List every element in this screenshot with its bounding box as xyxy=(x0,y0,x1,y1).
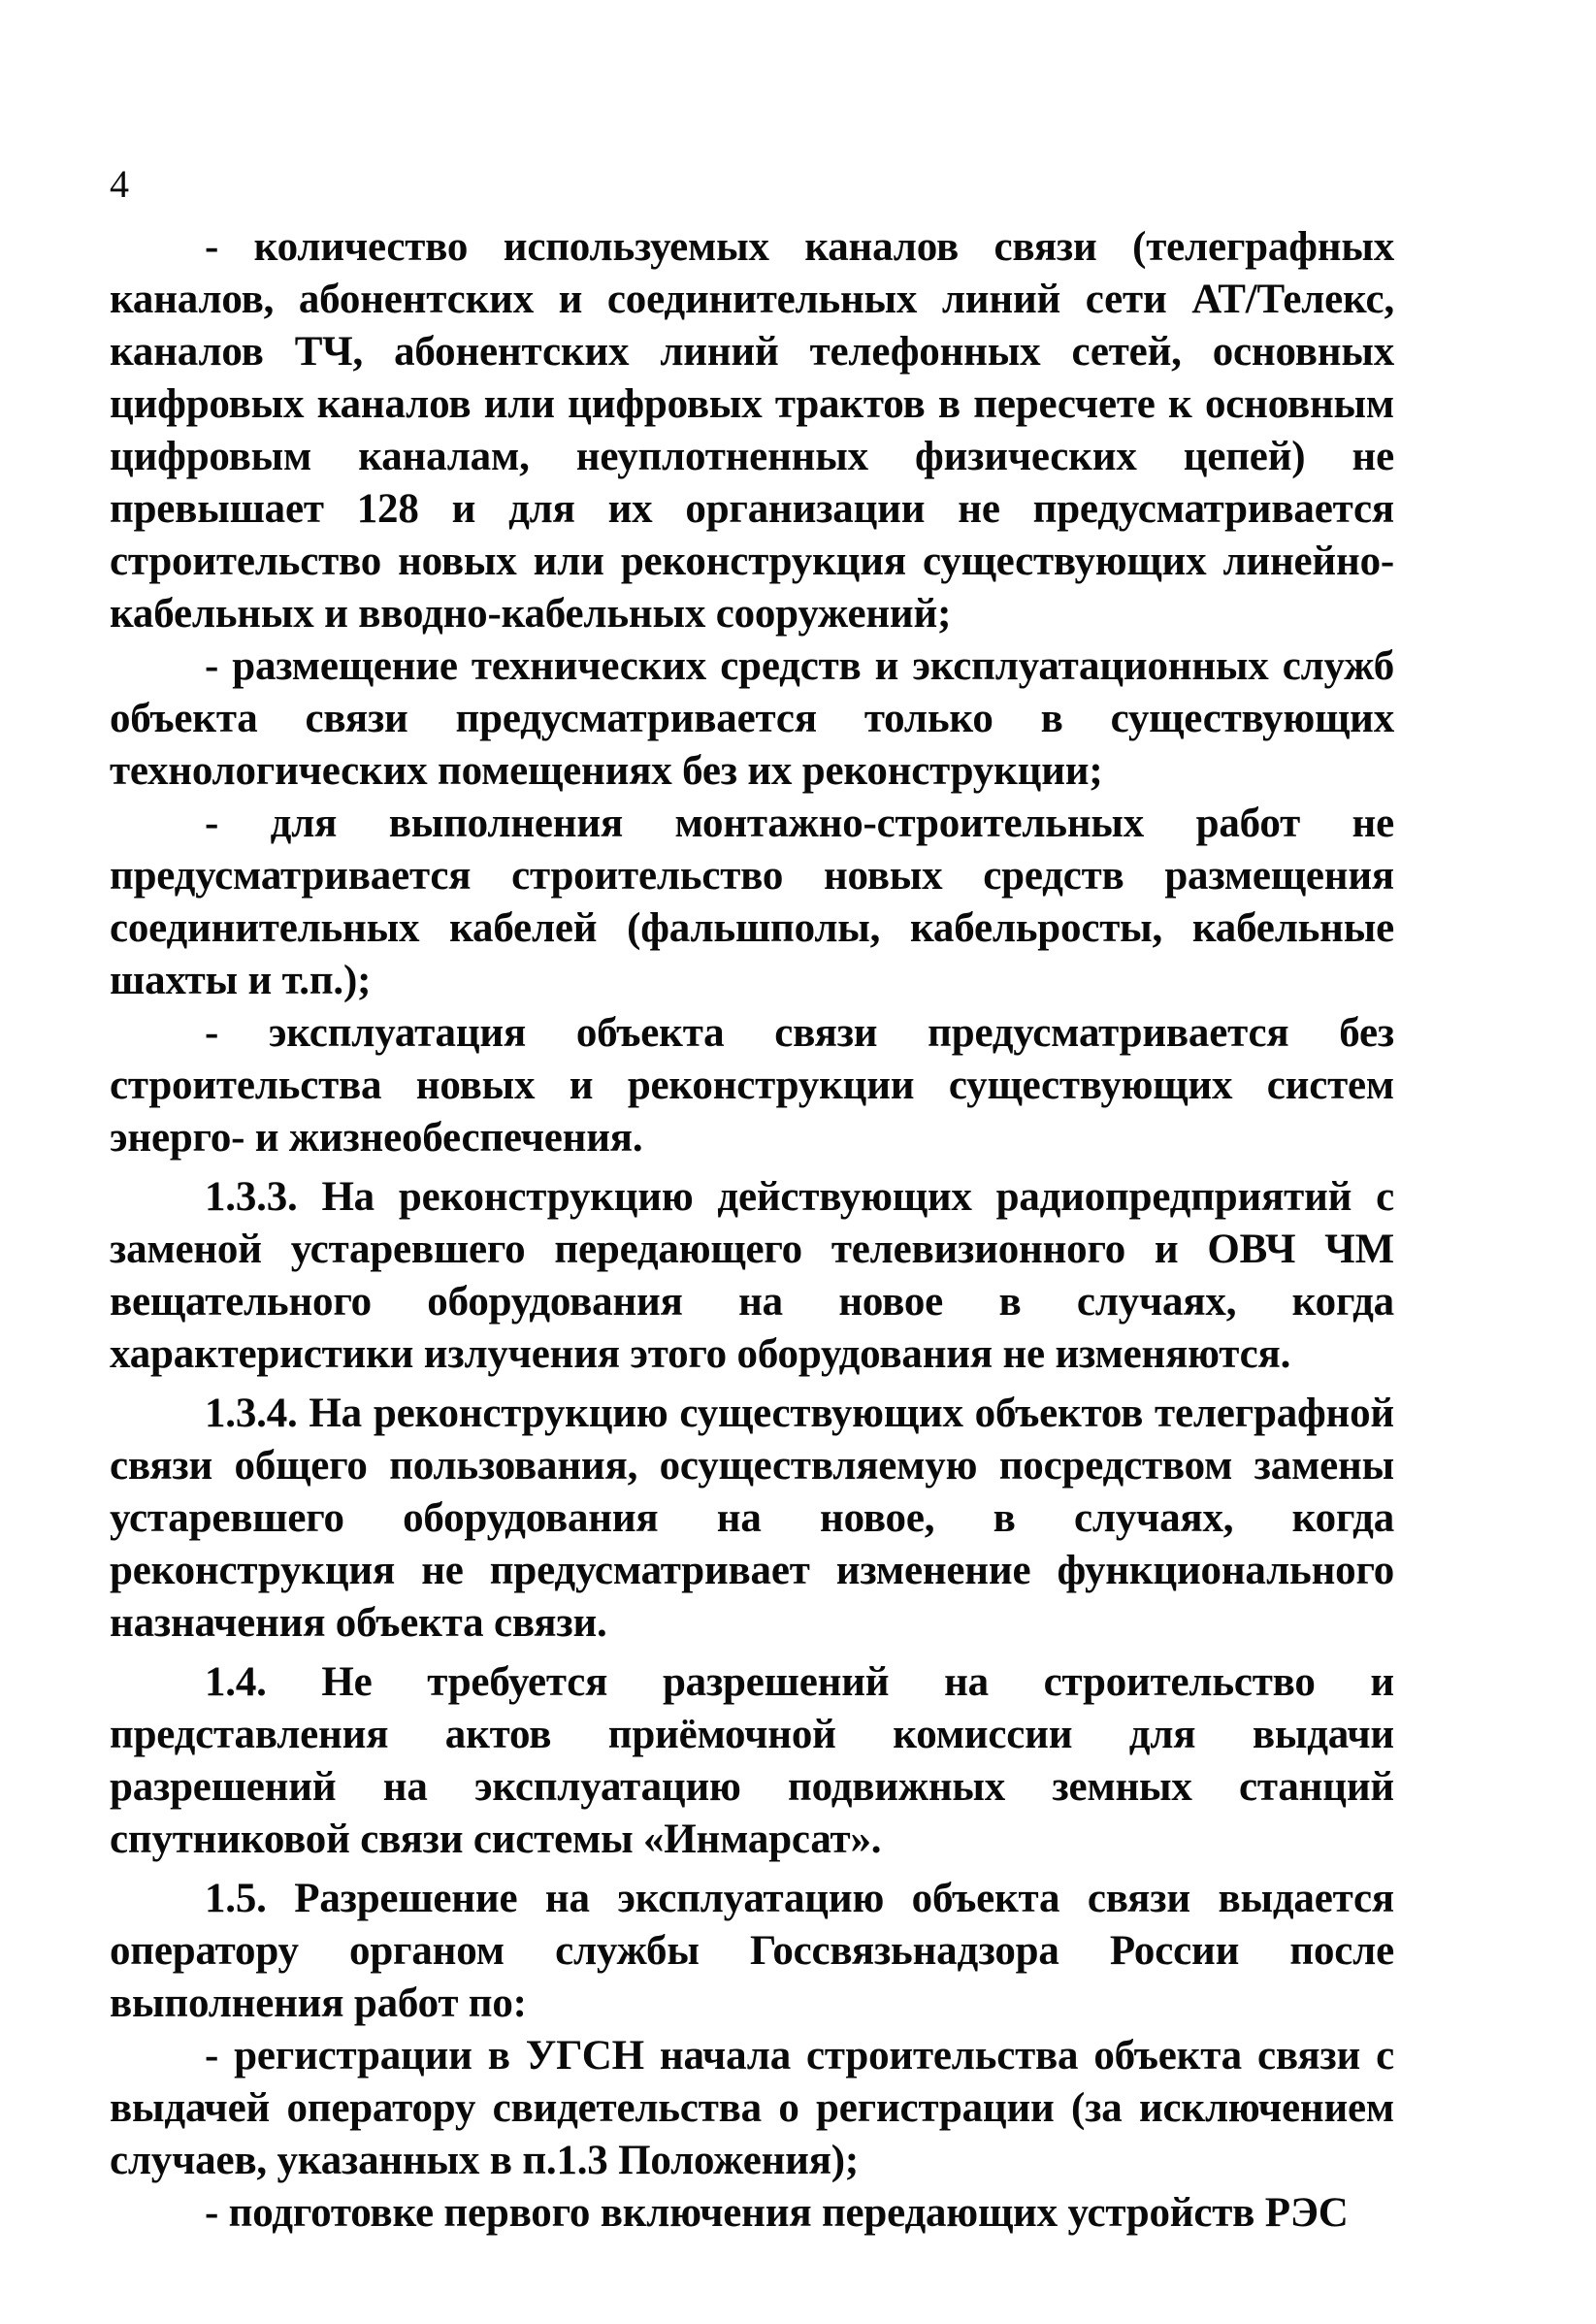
paragraph-technical-premises: - размещение технических средств и эксплуатационных служб объекта связи предусматривается только в существующих технологических помещениях без их реконструкции; xyxy=(110,643,1394,794)
paragraph-registration: - регистрации в УГСН начала строительства объекта связи с выдачей оператору свидетельства о регистрации (за исключением случаев, указанных в п.1.3 Положения); xyxy=(110,2033,1394,2183)
paragraph-channels-count: - количество используемых каналов связи (телеграфных каналов, абонентских и соединительных линий сети АТ/Телекс, каналов ТЧ, абонентских линий телефонных сетей, основных цифровых каналов или цифровых трактов в пересчете к основным цифровым каналам, неуплотненных физических цепей) не превышает 128 и для их организации не предусматривается строительство новых или реконструкция существующих линейно- кабельных и вводно-кабельных сооружений; xyxy=(110,224,1394,637)
paragraph-energy-systems: - эксплуатация объекта связи предусматривается без строительства новых и реконструкции существующих систем энерго- и жизнеобеспечения. xyxy=(110,1010,1394,1161)
paragraph-1-4: 1.4. Не требуется разрешений на строительство и представления актов приёмочной комиссии для выдачи разрешений на эксплуатацию подвижных земных станций спутниковой связи системы «Инмарсат». xyxy=(110,1659,1394,1862)
body-text xyxy=(110,221,1394,2240)
paragraph-1-5: 1.5. Разрешение на эксплуатацию объекта связи выдается оператору органом службы Госсвязьнадзора России после выполнения работ по: xyxy=(110,1876,1394,2026)
paragraph-installation-works: - для выполнения монтажно-строительных работ не предусматривается строительство новых средств размещения соединительных кабелей (фальшполы, кабельросты, кабельные шахты и т.п.); xyxy=(110,801,1394,1003)
page-number: 4 xyxy=(110,162,129,206)
paragraph-1-3-4: 1.3.4. На реконструкцию существующих объектов телеграфной связи общего пользования, осуществляемую посредством замены устаревшего оборудования на новое, в случаях, когда реконструкция не предусматривает изменение функционального назначения объекта связи. xyxy=(110,1391,1394,1646)
paragraph-first-activation: - подготовке первого включения передающих устройств РЭС xyxy=(205,2190,1349,2236)
paragraph-1-3-3: 1.3.3. На реконструкцию действующих радиопредприятий с заменой устаревшего передающего телевизионного и ОВЧ ЧМ вещательного оборудования на новое в случаях, когда характеристики излучения этого оборудования не изменяются. xyxy=(110,1174,1394,1377)
